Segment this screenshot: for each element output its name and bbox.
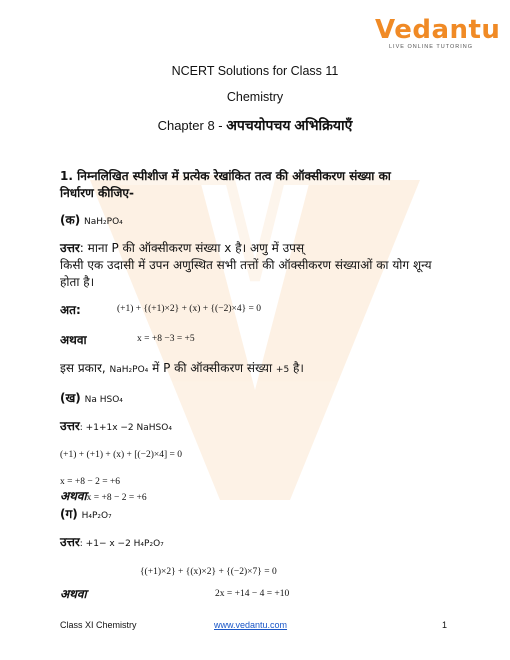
footer-class-label: Class XI Chemistry xyxy=(60,620,137,630)
part-c-answer-label: उत्तर xyxy=(60,535,80,549)
part-c-label: (ग) xyxy=(60,507,78,521)
part-b-equation-1: (+1) + (+1) + (x) + [(−2)×4] = 0 xyxy=(60,450,182,460)
part-a-label: (क) xyxy=(60,213,81,227)
part-a-conclusion-value: +5 xyxy=(275,365,290,375)
part-c-answer xyxy=(60,534,164,553)
part-a-formula: NaH₂PO₄ xyxy=(84,217,123,227)
logo-word: Vedantu xyxy=(375,15,501,45)
part-a-athva-label: अथवा xyxy=(60,333,87,347)
part-c-formula: H₄P₂O₇ xyxy=(81,511,112,521)
footer-website-link[interactable]: www.vedantu.com xyxy=(214,620,288,630)
part-c-answer-eq: : +1− x −2 H₄P₂O₇ xyxy=(79,539,164,549)
doc-title: NCERT Solutions for Class 11 xyxy=(171,64,339,78)
part-a-answer xyxy=(60,240,304,257)
part-a-answer-line-3: होता है। xyxy=(60,275,95,289)
vedantu-watermark xyxy=(80,160,430,520)
part-b-heading xyxy=(60,390,123,409)
question-line-2: निर्धारण कीजिए- xyxy=(60,186,134,200)
part-a-answer-line-2: किसी एक उदासी में उपन अणुस्थित सभी तत्तों की ऑक्सीकरण संख्याओं का योग शून्य xyxy=(60,258,432,272)
part-a-heading xyxy=(60,212,123,231)
part-b-athva xyxy=(60,488,147,507)
part-b-formula: Na HSO₄ xyxy=(84,395,123,405)
part-b-answer-label: उत्तर xyxy=(60,419,80,433)
logo-tagline: LIVE ONLINE TUTORING xyxy=(389,44,473,50)
part-a-equation-2: x = +8 −3 = +5 xyxy=(137,334,195,344)
part-a-ata-label: अत: xyxy=(60,303,81,317)
part-c-equation-2: 2x = +14 − 4 = +10 xyxy=(215,589,290,599)
part-a-equation-1: (+1) + {(+1)×2} + (x) + {(−2)×4} = 0 xyxy=(117,304,262,314)
part-a-answer-text: : माना P की ऑक्सीकरण संख्या x है। अणु में उपस् xyxy=(79,241,305,255)
part-c-heading xyxy=(60,506,112,525)
question-line-1: 1. निम्नलिखित स्पीशीज में प्रत्येक रेखांकित तत्व की ऑक्सीकरण संख्या का xyxy=(60,169,391,183)
part-c-athva-label: अथवा xyxy=(60,587,87,601)
chapter-heading xyxy=(0,116,510,135)
part-b-answer xyxy=(60,418,172,437)
chapter-prefix: Chapter 8 - xyxy=(157,118,227,133)
part-a-conclusion: इस प्रकार, NaH₂PO₄ में P की ऑक्सीकरण संख्या +5 है। xyxy=(60,361,304,375)
part-b-athva-label: अथवा xyxy=(60,489,87,503)
part-b-answer-eq: : +1+1x −2 NaHSO₄ xyxy=(79,423,172,433)
vedantu-logo xyxy=(375,15,501,60)
part-b-equation-2: x = +8 − 2 = +6 xyxy=(60,477,121,487)
chapter-name: अपचयोपचय अभिक्रियाएँ xyxy=(226,117,353,133)
part-b-equation-3: x = +8 − 2 = +6 xyxy=(86,493,147,503)
part-b-label: (ख) xyxy=(60,391,81,405)
part-a-conclusion-formula: NaH₂PO₄ xyxy=(109,365,149,375)
footer-page-number: 1 xyxy=(442,620,448,630)
part-c-equation-1: {(+1)×2} + {(x)×2} + {(−2)×7} = 0 xyxy=(140,567,277,577)
part-a-answer-label: उत्तर xyxy=(60,241,80,255)
doc-subject: Chemistry xyxy=(226,90,284,104)
